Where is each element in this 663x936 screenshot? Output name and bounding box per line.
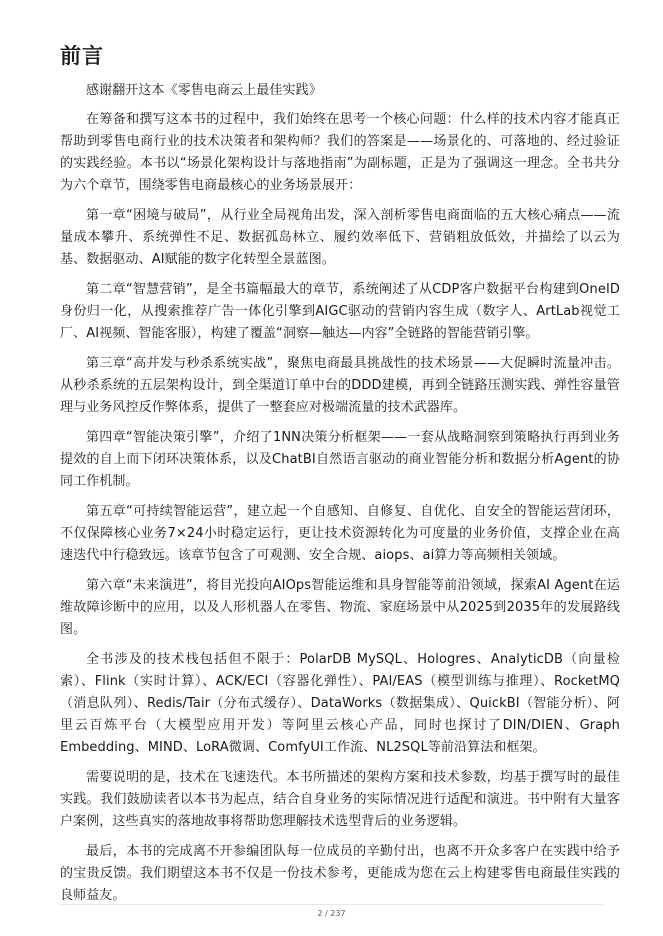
paragraph-chapter-4: 第四章“智能决策引擎”，介绍了1NN决策分析框架——一套从战略洞察到策略执行再到业务提效的自上而下闭环决策体系，以及ChatBI自然语言驱动的商业智能分析和数据分析Agent的协同工作机制。: [60, 430, 620, 489]
paragraph-chapter-6: 第六章“未来演进”，将目光投向AIOps智能运维和具身智能等前沿领域，探索AI Agent在运维故障诊断中的应用，以及人形机器人在零售、物流、家庭场景中从2025到2035年的发展路线图。: [60, 578, 620, 637]
paragraph-chapter-5: 第五章“可持续智能运营”，建立起一个自感知、自修复、自优化、自安全的智能运营闭环，不仅保障核心业务7×24小时稳定运行，更让技术资源转化为可度量的业务价值，支撑企业在高速迭代中行稳致远。该章节包含了可观测、安全合规、aiops、ai算力等高频相关领域。: [60, 504, 620, 563]
paragraph-chapter-3: 第三章“高并发与秒杀系统实战”，聚焦电商最具挑战性的技术场景——大促瞬时流量冲击。从秒杀系统的五层架构设计，到全渠道订单中台的DDD建模，再到全链路压测实践、弹性容量管理与业务风控反作弊体系，提供了一整套应对极端流量的技术武器库。: [60, 356, 620, 415]
footer-divider: [60, 904, 603, 905]
paragraph-chapter-2: 第二章“智慧营销”，是全书篇幅最大的章节，系统阐述了从CDP客户数据平台构建到OneID身份归一化，从搜索推荐广告一体化引擎到AIGC驱动的营销内容生成（数字人、ArtLab视觉工厂、AI视频、智能客服），构建了覆盖“洞察—触达—内容”全链路的智能营销引擎。: [60, 282, 620, 341]
page-title: 前言: [60, 44, 104, 68]
paragraph-chapter-1: 第一章“困境与破局”，从行业全局视角出发，深入剖析零售电商面临的五大核心痛点——流量成本攀升、系统弹性不足、数据孤岛林立、履约效率低下、营销粗放低效，并描绘了以云为基、数据驱动、AI赋能的数字化转型全景蓝图。: [60, 208, 620, 267]
paragraph-intro: 感谢翻开这本《零售电商云上最佳实践》: [86, 83, 322, 98]
body-text: [60, 80, 620, 915]
paragraph-note: 需要说明的是，技术在飞速迭代。本书所描述的架构方案和技术参数，均基于撰写时的最佳实践。我们鼓励读者以本书为起点，结合自身业务的实际情况进行适配和演进。书中附有大量客户案例，这些真实的落地故事将帮助您理解技术选型背后的业务逻辑。: [60, 770, 620, 829]
paragraph-overview: 在筹备和撰写这本书的过程中，我们始终在思考一个核心问题：什么样的技术内容才能真正帮助到零售电商行业的技术决策者和架构师？我们的答案是——场景化的、可落地的、经过验证的实践经验。本书以“场景化架构设计与落地指南”为副标题，正是为了强调这一理念。全书共分为六个章节，围绕零售电商最核心的业务场景展开：: [60, 112, 620, 193]
page-number: 2 / 237: [317, 909, 346, 918]
paragraph-tech-stack: 全书涉及的技术栈包括但不限于：PolarDB MySQL、Hologres、AnalyticDB（向量检索）、Flink（实时计算）、ACK/ECI（容器化弹性）、PAI/EAS（模型训练与推理）、RocketMQ（消息队列）、Redis/Tair（分布式缓存）、DataWorks（数据集成）、QuickBI（智能分析）、阿里云百炼平台（大模型应用开发）等阿里云核心产品，同时也探讨了DIN/DIEN、Graph Embedding、MIND、LoRA微调、ComfyUI工作流、NL2SQL等前沿算法和框架。: [60, 652, 620, 755]
paragraph-acknowledgement: 最后，本书的完成离不开参编团队每一位成员的辛勤付出，也离不开众多客户在实践中给予的宝贵反馈。我们期望这本书不仅是一份技术参考，更能成为您在云上构建零售电商最佳实践的良师益友。: [60, 844, 620, 903]
